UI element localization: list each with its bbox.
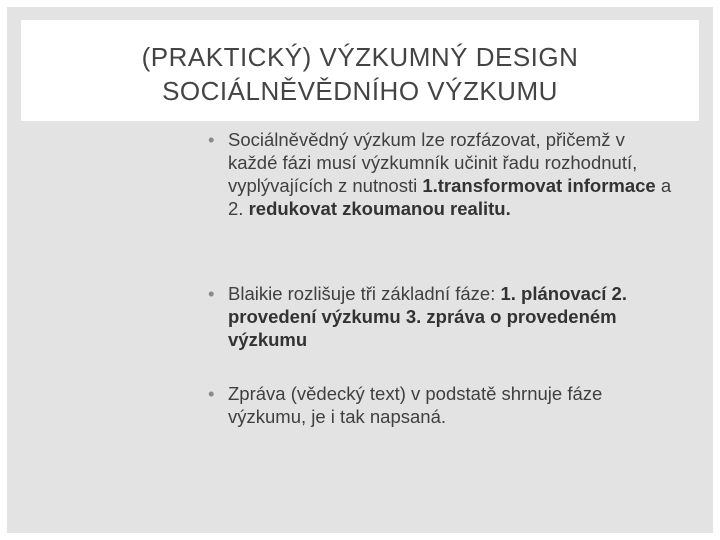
title-panel [21,20,699,121]
bullet-text: Sociálněvědný výzkum lze rozfázovat, přičemž v každé fázi musí výzkumník učinit řadu rozhodnutí, vyplývajících z nutnosti [228,129,638,196]
slide-title-line-1: (PRAKTICKÝ) VÝZKUMNÝ DESIGN [141,42,579,72]
slide-title [21,40,699,108]
bullet-text: Blaikie rozlišuje tři základní fáze: [228,283,501,304]
bullet-bold-text: redukovat zkoumanou realitu. [248,198,511,219]
bullet-item-blaikie-phases [208,282,678,351]
bullet-item-research-phases [208,128,678,220]
bullet-item-report [208,382,678,428]
bullet-text: a 2. [228,175,672,219]
bullet-icon: • [208,129,215,150]
bullet-text: Zpráva (vědecký text) v podstatě shrnuje fáze výzkumu, je i tak napsaná. [228,383,603,427]
bullet-icon: • [208,383,215,404]
slide-title-line-2: SOCIÁLNĚVĚDNÍHO VÝZKUMU [162,76,558,106]
bullet-bold-text: 1. plánovací 2. provedení výzkumu 3. zpráva o provedeném výzkumu [228,283,627,350]
bullet-list [208,124,678,428]
bullet-bold-text: 1.transformovat informace [422,175,656,196]
bullet-icon: • [208,283,215,304]
